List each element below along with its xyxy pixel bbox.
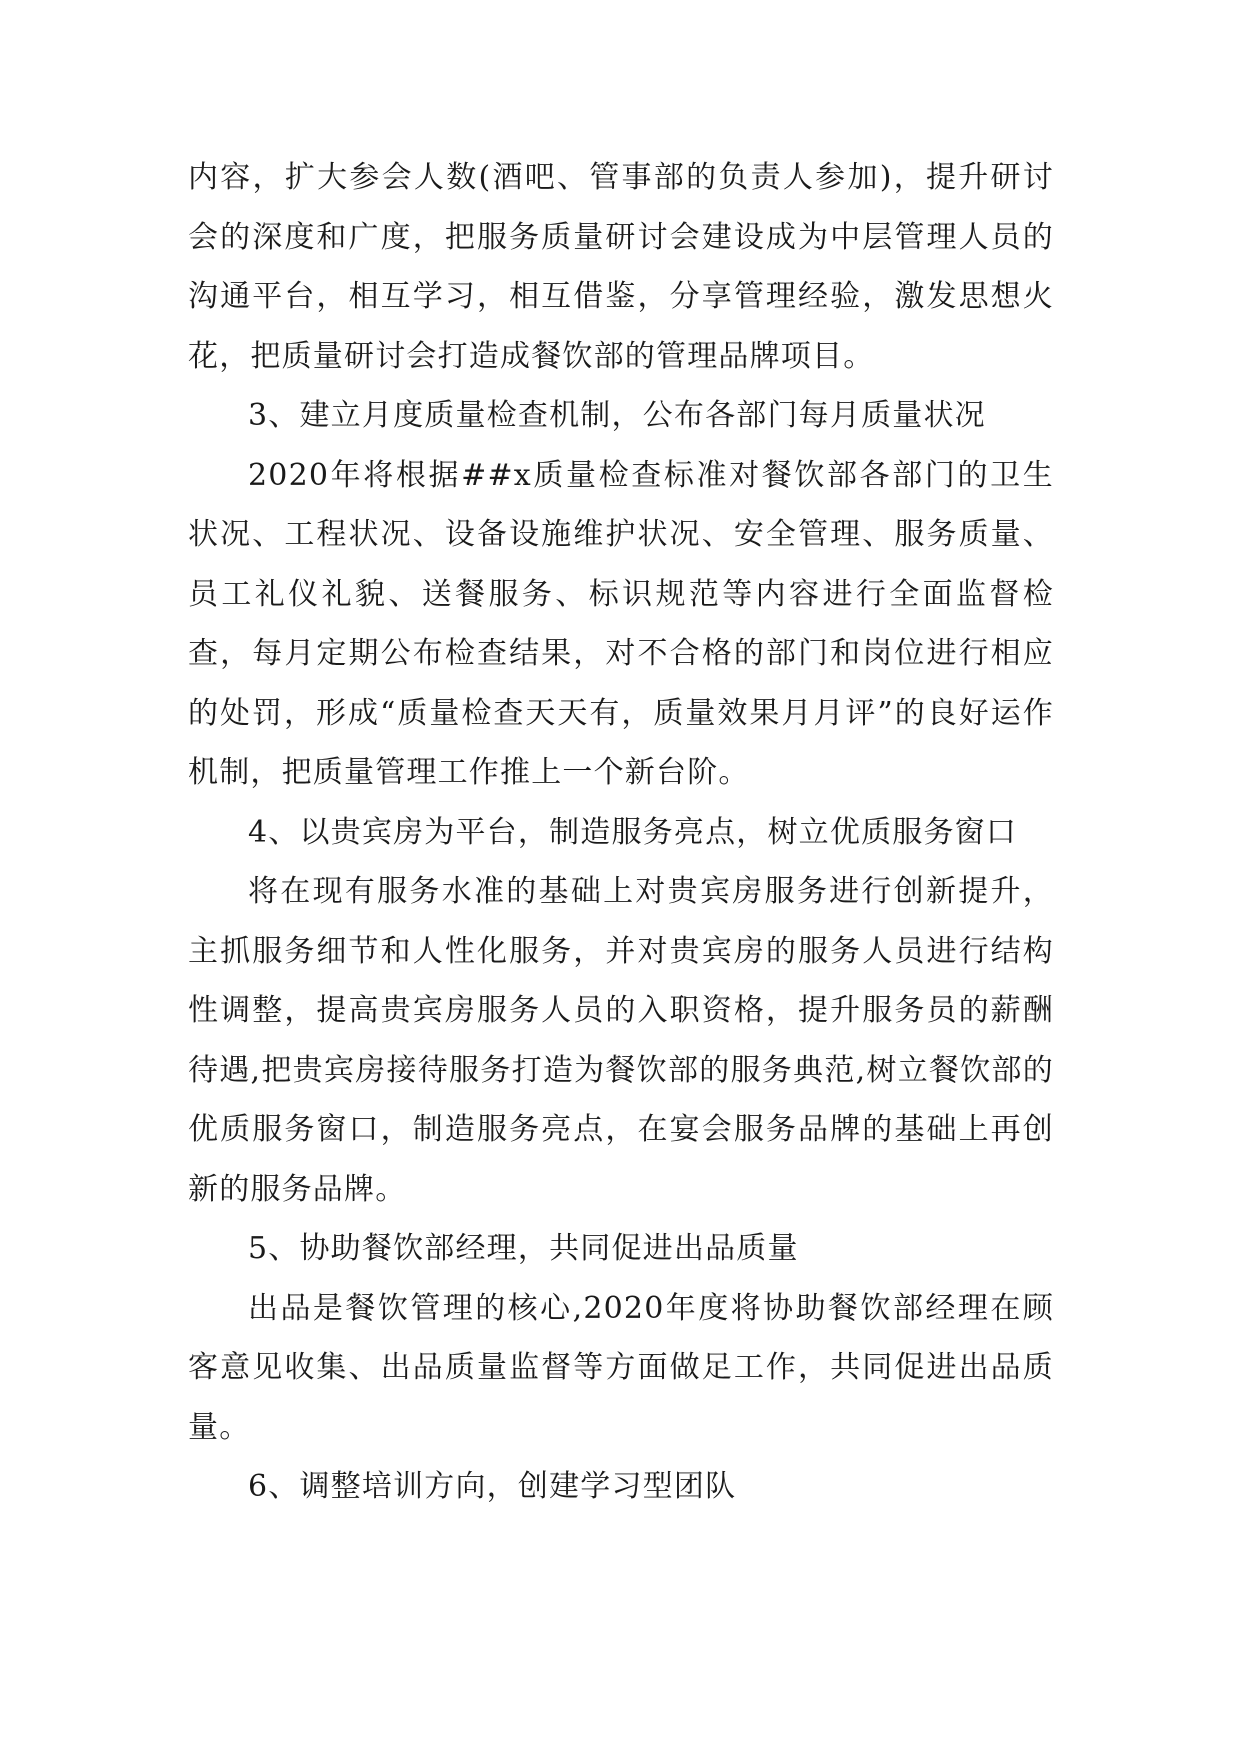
paragraph-item-3: 2020年将根据##x质量检查标准对餐饮部各部门的卫生状况、工程状况、设备设施维护状况、安全管理、服务质量、员工礼仪礼貌、送餐服务、标识规范等内容进行全面监督检查，每月定期公布检查结果，对不合格的部门和岗位进行相应的处罚，形成“质量检查天天有，质量效果月月评”的良好运作机制，把质量管理工作推上一个新台阶。	[188, 457, 1054, 790]
heading-item-5: 5、协助餐饮部经理，共同促进出品质量	[248, 1231, 799, 1266]
heading-item-4: 4、以贵宾房为平台，制造服务亮点，树立优质服务窗口	[248, 814, 1018, 850]
heading-item-6: 6、调整培训方向，创建学习型团队	[248, 1469, 737, 1504]
paragraph-continuation: 内容，扩大参会人数(酒吧、管事部的负责人参加)，提升研讨会的深度和广度，把服务质量研讨会建设成为中层管理人员的沟通平台，相互学习，相互借鉴，分享管理经验，激发思想火花，把质量研讨会打造成餐饮部的管理品牌项目。	[188, 160, 1054, 374]
paragraph-item-4: 将在现有服务水准的基础上对贵宾房服务进行创新提升，主抓服务细节和人性化服务，并对贵宾房的服务人员进行结构性调整，提高贵宾房服务人员的入职资格，提升服务员的薪酬待遇,把贵宾房接待服务打造为餐饮部的服务典范,树立餐饮部的优质服务窗口，制造服务亮点，在宴会服务品牌的基础上再创新的服务品牌。	[188, 874, 1054, 1207]
heading-item-3: 3、建立月度质量检查机制，公布各部门每月质量状况	[248, 398, 986, 433]
paragraph-item-5: 出品是餐饮管理的核心,2020年度将协助餐饮部经理在顾客意见收集、出品质量监督等方面做足工作，共同促进出品质量。	[188, 1290, 1054, 1445]
document-body	[188, 148, 1054, 1517]
